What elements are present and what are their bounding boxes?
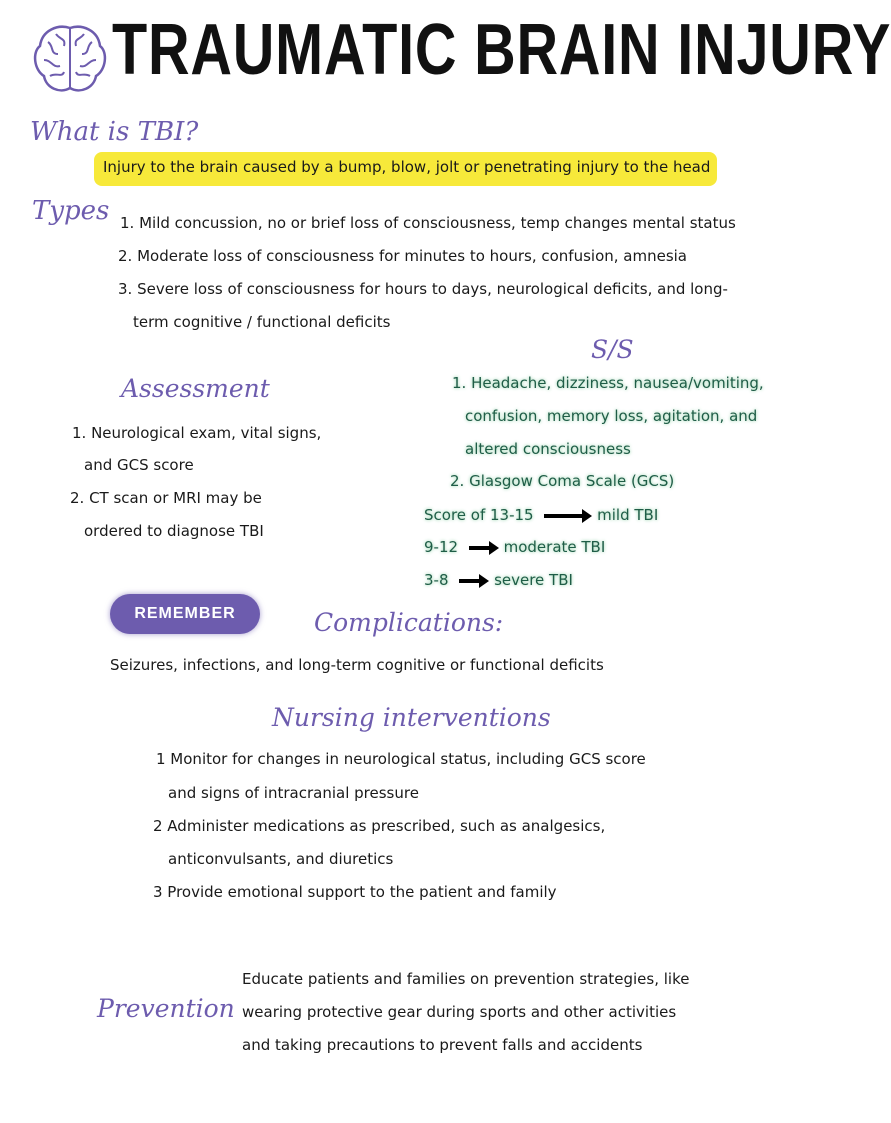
assessment-line: 1. Neurological exam, vital signs, xyxy=(72,424,322,442)
gcs-result: severe TBI xyxy=(494,571,573,589)
arrow-right-icon xyxy=(469,546,493,550)
types-heading: Types xyxy=(32,196,110,226)
nursing-line: anticonvulsants, and diuretics xyxy=(168,850,394,868)
gcs-row-mild xyxy=(424,506,658,524)
gcs-row-moderate xyxy=(424,538,605,556)
type-item: 2. Moderate loss of consciousness for minutes to hours, confusion, amnesia xyxy=(118,247,687,265)
gcs-result: mild TBI xyxy=(597,506,659,524)
ss-line: altered consciousness xyxy=(465,440,631,458)
assessment-line: ordered to diagnose TBI xyxy=(84,522,264,540)
type-item: 1. Mild concussion, no or brief loss of consciousness, temp changes mental status xyxy=(120,214,736,232)
definition-text: Injury to the brain caused by a bump, blow, jolt or penetrating injury to the head xyxy=(103,158,711,176)
ss-line: 2. Glasgow Coma Scale (GCS) xyxy=(450,472,675,490)
arrow-right-icon xyxy=(459,579,483,583)
type-item: term cognitive / functional deficits xyxy=(133,313,391,331)
arrow-right-icon xyxy=(544,514,586,518)
prevention-heading: Prevention xyxy=(97,994,235,1023)
nursing-line: 1 Monitor for changes in neurological status, including GCS score xyxy=(156,750,646,768)
prevention-line: and taking precautions to prevent falls and accidents xyxy=(242,1036,643,1054)
complications-text: Seizures, infections, and long-term cognitive or functional deficits xyxy=(110,656,604,674)
what-heading: What is TBI? xyxy=(30,117,199,147)
gcs-row-severe xyxy=(424,571,573,589)
gcs-score-label: 9-12 xyxy=(424,538,459,556)
ss-line: confusion, memory loss, agitation, and xyxy=(465,407,758,425)
nursing-line: and signs of intracranial pressure xyxy=(168,784,419,802)
prevention-line: Educate patients and families on prevention strategies, like xyxy=(242,970,690,988)
nursing-line: 3 Provide emotional support to the patient and family xyxy=(153,883,557,901)
gcs-score-label: Score of 13-15 xyxy=(424,506,534,524)
complications-heading: Complications: xyxy=(314,608,504,637)
page-title: TRAUMATIC BRAIN INJURY xyxy=(112,10,891,90)
remember-badge: REMEMBER xyxy=(110,594,260,634)
assessment-heading: Assessment xyxy=(121,374,270,403)
gcs-score-label: 3-8 xyxy=(424,571,449,589)
prevention-line: wearing protective gear during sports and other activities xyxy=(242,1003,677,1021)
assessment-line: and GCS score xyxy=(84,456,194,474)
gcs-result: moderate TBI xyxy=(503,538,606,556)
ss-line: 1. Headache, dizziness, nausea/vomiting, xyxy=(452,374,764,392)
nursing-line: 2 Administer medications as prescribed, such as analgesics, xyxy=(153,817,606,835)
ss-heading: S/S xyxy=(591,335,634,364)
nursing-heading: Nursing interventions xyxy=(272,703,551,732)
brain-icon xyxy=(30,20,110,100)
type-item: 3. Severe loss of consciousness for hours to days, neurological deficits, and long- xyxy=(118,280,728,298)
assessment-line: 2. CT scan or MRI may be xyxy=(70,489,262,507)
